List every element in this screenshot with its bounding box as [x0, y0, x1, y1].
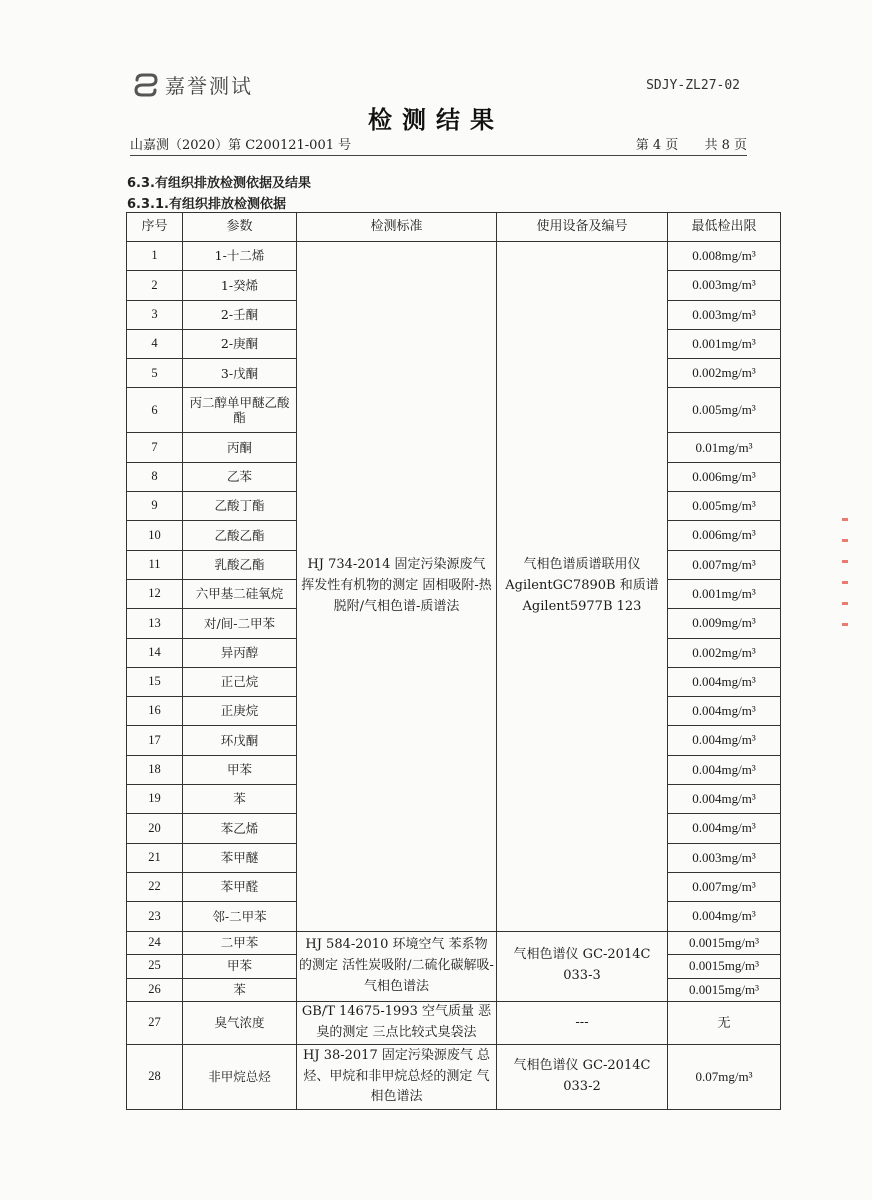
param-cell: 臭气浓度: [183, 1002, 297, 1045]
row-number: 25: [127, 955, 183, 979]
limit-cell: 0.004mg/m³: [668, 785, 781, 814]
limit-cell: 0.005mg/m³: [668, 388, 781, 433]
row-number: 22: [127, 872, 183, 901]
limit-cell: 0.004mg/m³: [668, 902, 781, 931]
row-number: 16: [127, 697, 183, 726]
limit-cell: 0.002mg/m³: [668, 638, 781, 667]
row-number: 28: [127, 1045, 183, 1110]
limit-cell: 0.004mg/m³: [668, 697, 781, 726]
limit-cell: 0.003mg/m³: [668, 300, 781, 329]
row-number: 4: [127, 329, 183, 358]
report-number: 山嘉测（2020）第 C200121-001 号: [130, 138, 352, 153]
param-cell: 苯甲醚: [183, 843, 297, 872]
param-cell: 六甲基二硅氧烷: [183, 579, 297, 608]
row-number: 23: [127, 902, 183, 931]
subsection-heading: 6.3.1.有组织排放检测依据: [127, 197, 286, 212]
limit-cell: 0.0015mg/m³: [668, 978, 781, 1002]
device-cell: ---: [497, 1002, 668, 1045]
row-number: 12: [127, 579, 183, 608]
page-number: 第 4 页: [635, 138, 679, 153]
limit-cell: 0.001mg/m³: [668, 579, 781, 608]
row-number: 20: [127, 814, 183, 843]
param-cell: 邻-二甲苯: [183, 902, 297, 931]
limit-cell: 0.001mg/m³: [668, 329, 781, 358]
logo-text: 嘉誉测试: [165, 74, 253, 98]
limit-cell: 无: [668, 1002, 781, 1045]
param-cell: 苯乙烯: [183, 814, 297, 843]
report-line: [130, 134, 747, 156]
param-cell: 1-癸烯: [183, 271, 297, 300]
company-logo: [133, 70, 253, 99]
param-cell: 1-十二烯: [183, 242, 297, 271]
param-cell: 3-戊酮: [183, 359, 297, 388]
row-number: 10: [127, 521, 183, 550]
row-number: 1: [127, 242, 183, 271]
document-code: SDJY-ZL27-02: [646, 78, 740, 93]
logo-icon: [133, 72, 159, 98]
param-cell: 正己烷: [183, 667, 297, 696]
limit-cell: 0.004mg/m³: [668, 755, 781, 784]
param-cell: 2-庚酮: [183, 329, 297, 358]
row-number: 19: [127, 785, 183, 814]
param-cell: 乳酸乙酯: [183, 550, 297, 579]
row-number: 21: [127, 843, 183, 872]
standard-cell: HJ 734-2014 固定污染源废气 挥发性有机物的测定 固相吸附-热脱附/气相色谱-质谱法: [297, 242, 497, 932]
row-number: 7: [127, 433, 183, 462]
detection-basis-table: [126, 212, 781, 1110]
param-cell: 乙酸乙酯: [183, 521, 297, 550]
device-cell: 气相色谱质谱联用仪 AgilentGC7890B 和质谱 Agilent5977B 123: [497, 242, 668, 932]
column-header: 检测标准: [297, 213, 497, 242]
row-number: 15: [127, 667, 183, 696]
param-cell: 苯: [183, 785, 297, 814]
row-number: 18: [127, 755, 183, 784]
limit-cell: 0.006mg/m³: [668, 521, 781, 550]
row-number: 5: [127, 359, 183, 388]
limit-cell: 0.007mg/m³: [668, 872, 781, 901]
device-cell: 气相色谱仪 GC-2014C 033-2: [497, 1045, 668, 1110]
row-number: 17: [127, 726, 183, 755]
column-header: 参数: [183, 213, 297, 242]
limit-cell: 0.004mg/m³: [668, 726, 781, 755]
limit-cell: 0.003mg/m³: [668, 271, 781, 300]
limit-cell: 0.07mg/m³: [668, 1045, 781, 1110]
param-cell: 乙苯: [183, 462, 297, 491]
limit-cell: 0.01mg/m³: [668, 433, 781, 462]
seal-edge-mark: [836, 500, 854, 660]
row-number: 8: [127, 462, 183, 491]
limit-cell: 0.004mg/m³: [668, 814, 781, 843]
standard-cell: GB/T 14675-1993 空气质量 恶臭的测定 三点比较式臭袋法: [297, 1002, 497, 1045]
limit-cell: 0.003mg/m³: [668, 843, 781, 872]
param-cell: 非甲烷总烃: [183, 1045, 297, 1110]
limit-cell: 0.005mg/m³: [668, 492, 781, 521]
column-header: 使用设备及编号: [497, 213, 668, 242]
param-cell: 乙酸丁酯: [183, 492, 297, 521]
limit-cell: 0.0015mg/m³: [668, 955, 781, 979]
limit-cell: 0.007mg/m³: [668, 550, 781, 579]
limit-cell: 0.002mg/m³: [668, 359, 781, 388]
table-row: [127, 1045, 781, 1110]
page-title: 检测结果: [368, 106, 504, 134]
param-cell: 丙二醇单甲醚乙酸酯: [183, 388, 297, 433]
row-number: 9: [127, 492, 183, 521]
limit-cell: 0.008mg/m³: [668, 242, 781, 271]
row-number: 26: [127, 978, 183, 1002]
param-cell: 丙酮: [183, 433, 297, 462]
device-cell: 气相色谱仪 GC-2014C 033-3: [497, 931, 668, 1002]
section-heading: 6.3.有组织排放检测依据及结果: [127, 176, 311, 191]
table-row: [127, 931, 781, 955]
row-number: 3: [127, 300, 183, 329]
row-number: 24: [127, 931, 183, 955]
row-number: 11: [127, 550, 183, 579]
param-cell: 苯甲醛: [183, 872, 297, 901]
param-cell: 苯: [183, 978, 297, 1002]
param-cell: 甲苯: [183, 755, 297, 784]
total-pages: 共 8 页: [704, 138, 747, 153]
table-row: [127, 242, 781, 271]
row-number: 27: [127, 1002, 183, 1045]
limit-cell: 0.009mg/m³: [668, 609, 781, 638]
page-info: [636, 134, 747, 153]
row-number: 2: [127, 271, 183, 300]
param-cell: 对/间-二甲苯: [183, 609, 297, 638]
row-number: 6: [127, 388, 183, 433]
column-header: 序号: [127, 213, 183, 242]
param-cell: 2-壬酮: [183, 300, 297, 329]
param-cell: 异丙醇: [183, 638, 297, 667]
standard-cell: HJ 584-2010 环境空气 苯系物的测定 活性炭吸附/二硫化碳解吸-气相色谱法: [297, 931, 497, 1002]
table-row: [127, 1002, 781, 1045]
param-cell: 二甲苯: [183, 931, 297, 955]
column-header: 最低检出限: [668, 213, 781, 242]
row-number: 14: [127, 638, 183, 667]
row-number: 13: [127, 609, 183, 638]
limit-cell: 0.004mg/m³: [668, 667, 781, 696]
table-header-row: [127, 213, 781, 242]
param-cell: 正庚烷: [183, 697, 297, 726]
param-cell: 环戊酮: [183, 726, 297, 755]
limit-cell: 0.0015mg/m³: [668, 931, 781, 955]
param-cell: 甲苯: [183, 955, 297, 979]
standard-cell: HJ 38-2017 固定污染源废气 总烃、甲烷和非甲烷总烃的测定 气相色谱法: [297, 1045, 497, 1110]
limit-cell: 0.006mg/m³: [668, 462, 781, 491]
